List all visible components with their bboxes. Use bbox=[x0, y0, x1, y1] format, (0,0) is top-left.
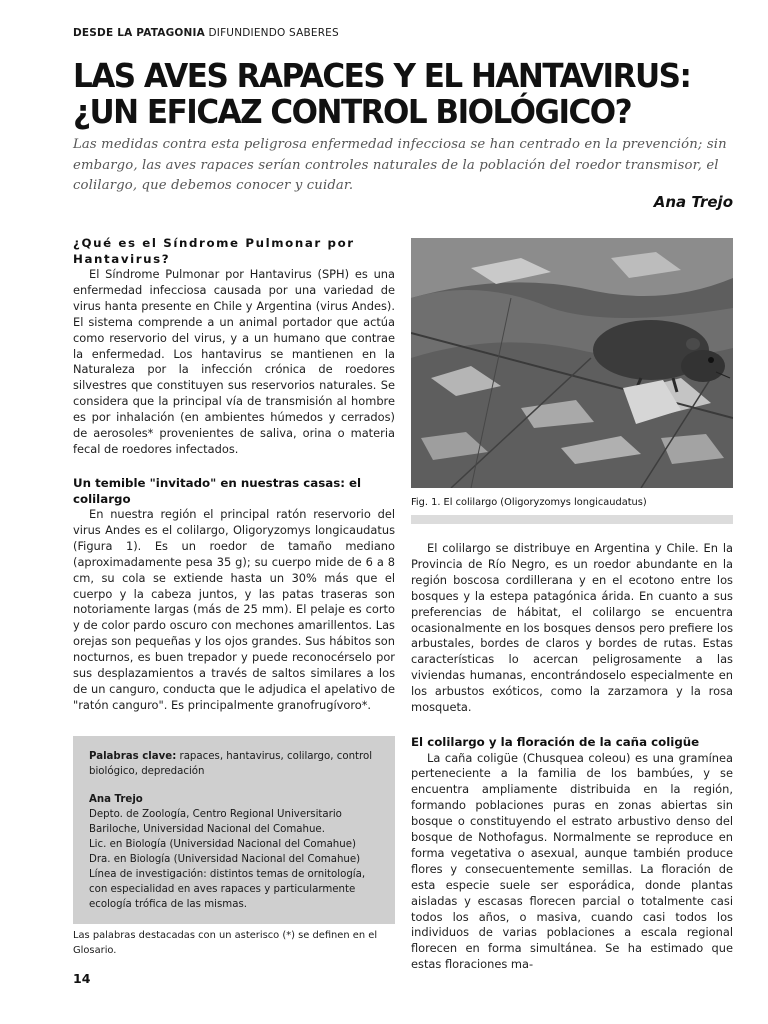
glossary-note: Las palabras destacadas con un asterisco (*) se definen en el Glosario. bbox=[73, 930, 378, 956]
author-byline: Ana Trejo bbox=[653, 193, 733, 211]
page-number: 14 bbox=[73, 971, 91, 986]
article-title bbox=[73, 58, 712, 130]
affiliation-line: Depto. de Zoología, Centro Regional Universitario bbox=[89, 809, 342, 820]
left-column-section-2 bbox=[73, 476, 395, 714]
section-heading-sph: ¿Qué es el Síndrome Pulmonar por Hantavirus? bbox=[73, 236, 355, 266]
section-heading-colilargo: Un temible "invitado" en nuestras casas: el colilargo bbox=[73, 476, 362, 506]
running-header bbox=[73, 27, 339, 39]
article-lead: Las medidas contra esta peligrosa enfermedad infecciosa se han centrado en la prevención; sin embargo, las aves rapaces serían controles naturales de la población del roedor transmisor, el colilargo, que debemos conocer y cuidar. bbox=[73, 137, 727, 193]
affiliation-line: Dra. en Biología (Universidad Nacional del Comahue) bbox=[89, 854, 361, 865]
section-body-cana-coligue: La caña coligüe (Chusquea coleou) es una gramínea perteneciente a la familia de los bambúes, y se encuentra ampliamente distribuida en la región, formando poblaciones puras en zonas abiertas sin bosque o constituyendo el estrato arbustivo denso del bosque de Nothofagus. Normalmente se reproduce en forma vegetativa o asexual, aunque también produce flores y consecuentemente semillas. La floración de esta especie suele ser esporádica, donde plantas aisladas y escasas florecen parcial o totalmente casi todos los años, o masiva, cuando casi todos los individuos de varias poblaciones a escala regional florecen en forma simultánea. Se ha estimado que estas floraciones ma- bbox=[411, 750, 733, 972]
left-column-section-1 bbox=[73, 236, 395, 458]
affiliation-line: Línea de investigación: distintos temas de ornitología, bbox=[89, 869, 366, 880]
author-bio bbox=[89, 792, 380, 912]
right-column-section-3 bbox=[411, 735, 733, 973]
header-section-name: DESDE LA PATAGONIA bbox=[73, 27, 205, 39]
title-line-1: LAS AVES RAPACES Y EL HANTAVIRUS: bbox=[73, 56, 691, 95]
distribution-paragraph: El colilargo se distribuye en Argentina y Chile. En la Provincia de Río Negro, es un roedor abundante en la región boscosa cordillerana y en el ecotono entre los bosques y la estepa patagónica árida. En cuanto a sus preferencias de hábitat, el colilargo se encuentra ocasionalmente en los bosques densos pero prefiere los arbustales, bordes de claros y bordes de rutas. Estas características lo acercan peligrosamente a las viviendas humanas, encontrándoselo especialmente en los arbustos exóticos, como la zarzamora y la rosa mosqueta. bbox=[411, 541, 733, 715]
caption-divider bbox=[411, 515, 733, 524]
colilargo-photo bbox=[411, 238, 733, 488]
keywords-label: Palabras clave: bbox=[89, 751, 177, 762]
right-column-para-1 bbox=[411, 541, 733, 716]
author-bio-name: Ana Trejo bbox=[89, 794, 143, 805]
header-section-subtitle: DIFUNDIENDO SABERES bbox=[204, 27, 339, 39]
figure-caption: Fig. 1. El colilargo (Oligoryzomys longicaudatus) bbox=[411, 497, 647, 508]
affiliation-line: Bariloche, Universidad Nacional del Comahue. bbox=[89, 824, 325, 835]
keywords-box bbox=[73, 736, 395, 924]
affiliation-line: Lic. en Biología (Universidad Nacional del Comahue) bbox=[89, 839, 356, 850]
keywords-text: rapaces, hantavirus, colilargo, control biológico, depredación bbox=[89, 751, 373, 777]
affiliation-line: con especialidad en aves rapaces y particularmente bbox=[89, 884, 356, 895]
section-heading-cana-coligue: El colilargo y la floración de la caña coligüe bbox=[411, 735, 700, 749]
section-body-colilargo: En nuestra región el principal ratón reservorio del virus Andes es el colilargo, Oligoryzomys longicaudatus (Figura 1). Es un roedor de tamaño mediano (aproximadamente pesa 35 g); su cuerpo mide de 6 a 8 cm, su cola se extiende hasta un 30% más que el cuerpo y la cabeza juntos, y las patas traseras son notoriamente largas (más de 25 mm). El pelaje es corto y de color pardo oscuro con mechones amarillentos. Las orejas son pequeñas y los ojos grandes. Sus hábitos son nocturnos, es buen trepador y puede reconocérselo por sus desplazamientos a través de saltos similares a los de un canguro, conducta que le adjudica el apelativo de "ratón canguro". Es principalmente granofrugívoro*. bbox=[73, 507, 395, 712]
keywords-line bbox=[89, 749, 380, 779]
affiliation-line: ecología trófica de las mismas. bbox=[89, 899, 248, 910]
section-body-sph: El Síndrome Pulmonar por Hantavirus (SPH) es una enfermedad infecciosa causada por una variedad de virus hanta presente en Chile y Argentina (virus Andes). El sistema comprende a un animal portador que actúa como reservorio del virus, y a un humano que contrae la enfermedad. Los hantavirus se mantienen en la Naturaleza por la infección crónica de roedores silvestres que constituyen sus reservorios naturales. Se considera que la principal vía de transmisión al hombre es por inhalación (en ambientes húmedos y cerrados) de aerosoles* provenientes de saliva, orina o materia fecal de roedores infectados. bbox=[73, 267, 395, 456]
title-line-2: ¿UN EFICAZ CONTROL BIOLÓGICO? bbox=[73, 92, 632, 131]
